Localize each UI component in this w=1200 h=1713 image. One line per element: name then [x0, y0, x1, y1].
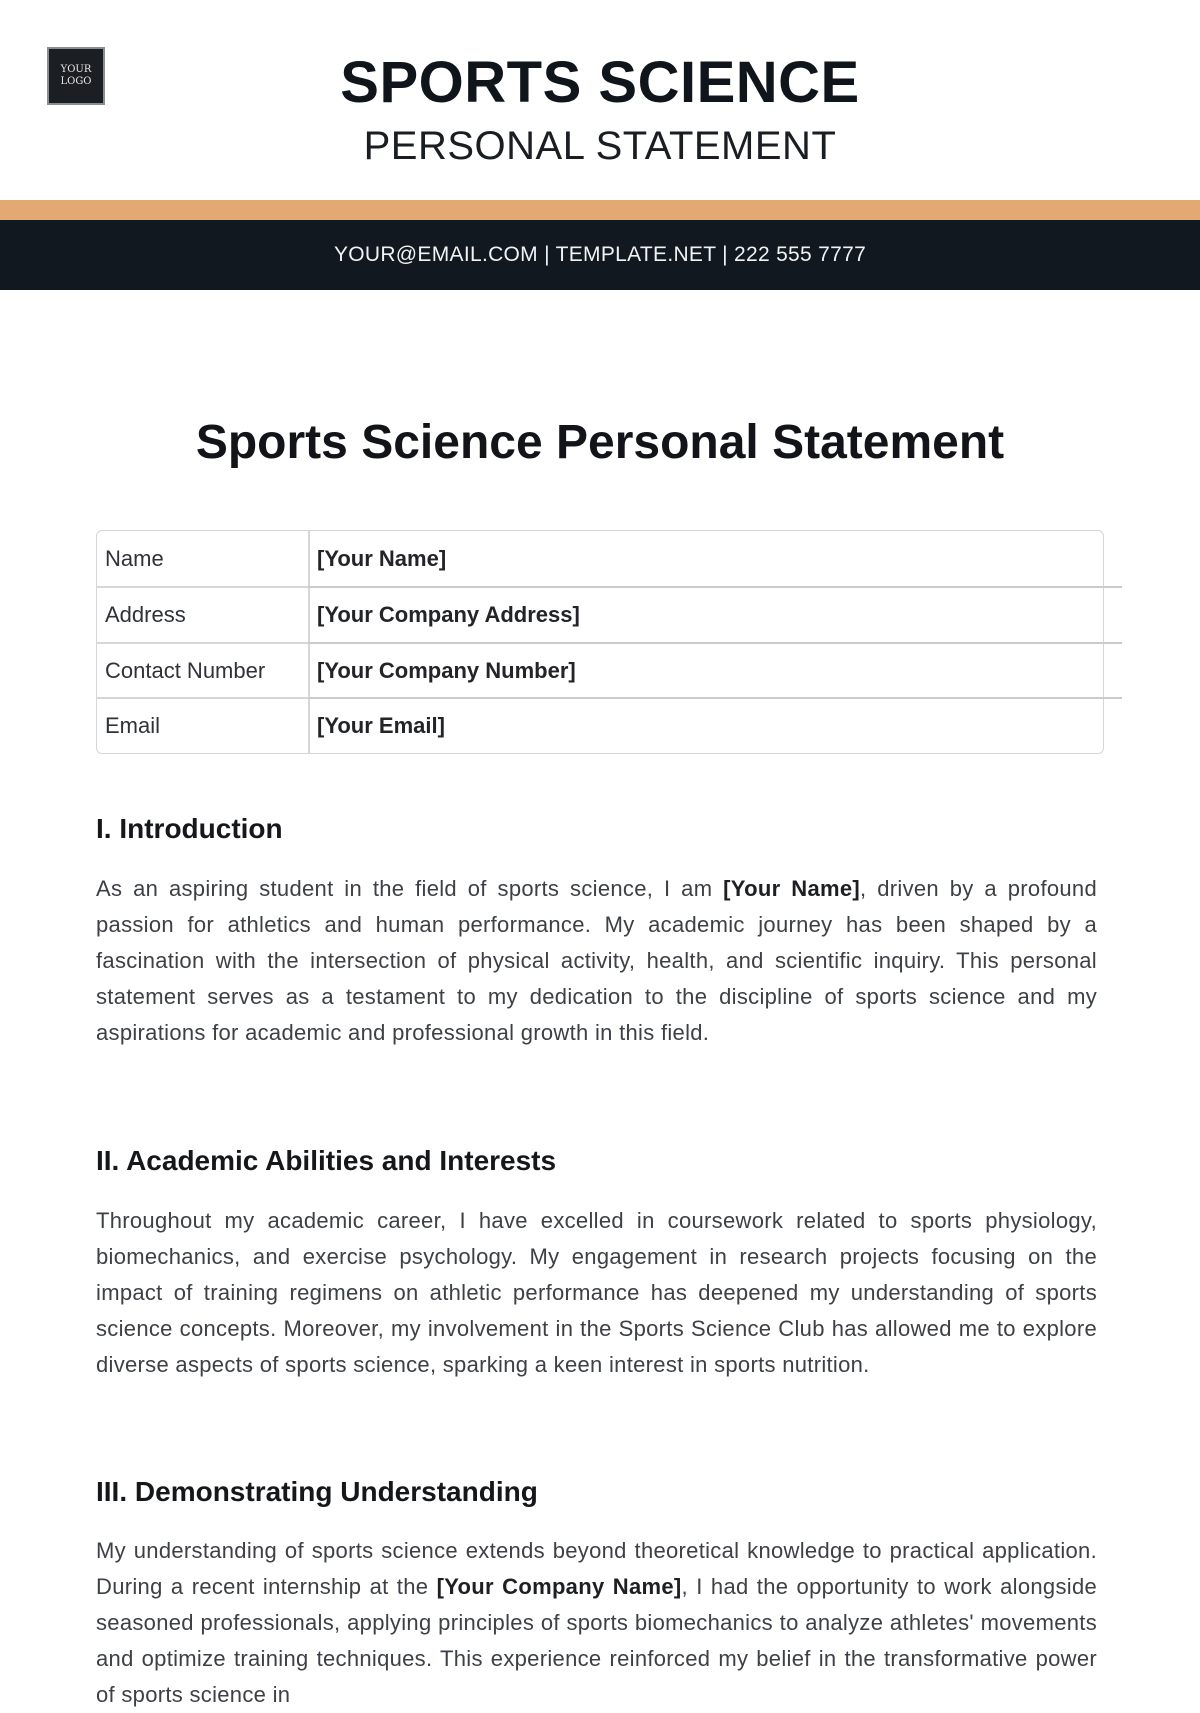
section-paragraph-understanding [96, 1533, 1097, 1713]
paragraph-text: , driven by a profound passion for athletics and human performance. My academic journey has been shaped by a fascination with the intersection of physical activity, health, and scientific inquiry. This personal statement serves as a testament to my dedication to the discipline of sports science and my aspirations for academic and professional growth in this field. [96, 876, 1097, 1045]
placeholder-name: [Your Name] [723, 876, 861, 901]
section-paragraph-academic: Throughout my academic career, I have excelled in coursework related to sports physiology, biomechanics, and exercise psychology. My engagement in research projects focusing on the impact of training regimens on athletic performance has deepened my understanding of sports science concepts. Moreover, my involvement in the Sports Science Club has allowed me to explore diverse aspects of sports science, sparking a keen interest in sports nutrition. [96, 1208, 1097, 1377]
info-value: [Your Name] [317, 545, 447, 571]
logo-text-line2: LOGO [60, 76, 92, 87]
document-header [0, 0, 1200, 200]
paragraph-text: My understanding of sports science extends beyond theoretical knowledge to practical application. During a recent internship at the [96, 1538, 1097, 1599]
document-title: Sports Science Personal Statement [195, 416, 1005, 469]
info-value: [Your Email] [317, 712, 445, 738]
section-heading-introduction: I. Introduction [96, 813, 283, 844]
info-value: [Your Company Address] [317, 601, 580, 627]
brand-title: SPORTS SCIENCE [340, 50, 860, 115]
info-table [96, 530, 1104, 754]
info-value: [Your Company Number] [317, 657, 576, 683]
contact-bar [0, 220, 1200, 290]
accent-bar [0, 200, 1200, 220]
info-row-email [97, 698, 1103, 753]
info-label: Address [105, 601, 186, 627]
placeholder-company-name: [Your Company Name] [436, 1574, 682, 1599]
info-row-contact-number [97, 643, 1103, 698]
brand-subtitle: PERSONAL STATEMENT [363, 124, 837, 168]
contact-info: YOUR@EMAIL.COM | TEMPLATE.NET | 222 555 7777 [333, 243, 867, 266]
section-paragraph-introduction [96, 871, 1097, 1051]
paragraph-text: , I had the opportunity to work alongside seasoned professionals, applying principles of sports biomechanics to analyze athletes' movements and optimize training techniques. This experience reinforced my belief in the transformative power of sports science in [96, 1574, 1098, 1707]
info-label: Contact Number [105, 657, 266, 683]
section-heading-understanding: III. Demonstrating Understanding [96, 1476, 538, 1507]
info-label: Email [105, 712, 161, 738]
info-row-name [97, 531, 1103, 586]
paragraph-text: As an aspiring student in the field of sports science, I am [96, 876, 724, 901]
info-row-address [97, 587, 1103, 642]
info-label: Name [105, 545, 164, 571]
section-heading-academic: II. Academic Abilities and Interests [96, 1145, 557, 1176]
logo-text-line1: YOUR [60, 64, 92, 75]
